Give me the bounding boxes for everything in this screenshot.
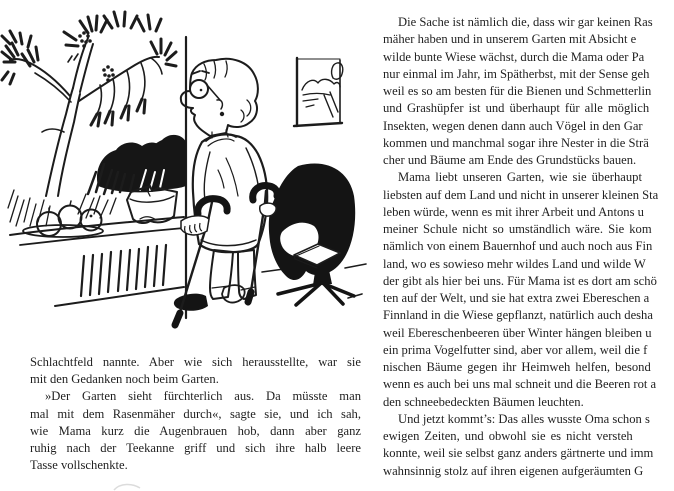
leaves bbox=[2, 12, 176, 126]
glasses bbox=[190, 80, 220, 100]
hair bbox=[204, 61, 251, 122]
text-line: ewigen Zeiten, und obwohl sie es nicht versteh bbox=[383, 429, 633, 443]
text-line: der gibt als hier bei uns. Für Mama ist es dort am schö bbox=[383, 273, 657, 288]
earring bbox=[220, 112, 224, 116]
faint-ornament bbox=[112, 481, 142, 491]
text-line: wilde bunte Wiese wächst, durch die Mama oder Pa bbox=[383, 49, 645, 64]
radiator bbox=[55, 245, 184, 306]
left-page-text bbox=[30, 354, 361, 474]
text-line: und Grashüpfer ist und überhaupt für alle möglich bbox=[383, 101, 650, 116]
text-line: Mama liebt unseren Garten, wie sie überhaupt bbox=[398, 170, 642, 185]
text-line: Schlachtfeld nannte. Aber wie sich herausstellte, war sie bbox=[30, 355, 361, 369]
text-line: nämlich von einem Bauernhof und auch noch aus Fin bbox=[383, 239, 653, 254]
text-line: land, wo es sowieso mehr wildes Land und wilde W bbox=[383, 256, 646, 271]
dark-shrub bbox=[88, 135, 186, 194]
text-line: konnte, weil sie selbst ganz anders gärtnerte und imm bbox=[383, 446, 654, 461]
text-line: meiner Schule nicht so umständlich wäre. Sie kom bbox=[383, 222, 652, 236]
text-line: nur einmal im Jahr, im Spätherbst, mit der Sense geh bbox=[383, 66, 650, 81]
text-line: ein prima Vogelfutter sind, aber vor allem, weil die f bbox=[383, 342, 648, 357]
text-line: Die Sache ist nämlich die, dass wir gar keinen Ras bbox=[398, 15, 653, 29]
head bbox=[181, 59, 258, 136]
text-line: kommen und manchmal sogar ihre Nester in die Strä bbox=[383, 135, 649, 150]
text-line: mit den Gedanken noch beim Garten. bbox=[30, 372, 219, 387]
text-line: cher und Bäume am Ende des Grundstücks bauen. bbox=[383, 153, 637, 167]
text-line: leben würde, wenn es mit ihrer Arbeit und Antons u bbox=[383, 204, 644, 219]
right-shoe bbox=[222, 285, 245, 302]
text-line: ten auf der Welt, und sie hat extra zwei Ebereschen a bbox=[383, 291, 650, 305]
text-line: mal mit dem Rasenmäher durch«, sagte sie, und ich sah, bbox=[30, 406, 361, 421]
text-line: Insekten, wegen denen dann auch Vögel in den Gar bbox=[383, 118, 643, 133]
illustration bbox=[0, 0, 372, 348]
text-line: ruhig nach der Teekanne griff und sich ihre halb leere bbox=[30, 441, 361, 456]
text-line: liebsten auf dem Land und nicht in unserer kleinen Sta bbox=[383, 187, 659, 202]
text-line: wenn es auch bei uns mal schneit und die Beeren rot a bbox=[383, 377, 657, 392]
text-line: weil es so am besten für die Bienen und Schmetterlin bbox=[383, 84, 652, 98]
text-line: weil Ebereschenbeeren über Winter hängen bleiben u bbox=[383, 325, 652, 340]
crutch-tip bbox=[248, 292, 251, 302]
right-hand bbox=[260, 203, 276, 216]
picture-frame bbox=[294, 58, 343, 126]
left-shoe bbox=[174, 294, 208, 311]
text-line: wahnsinnig stolz auf ihren eigenen aufgeräumten G bbox=[383, 463, 644, 478]
text-line: Tasse vollschenkte. bbox=[30, 458, 128, 473]
windowsill bbox=[10, 217, 184, 245]
right-page-text bbox=[383, 14, 674, 484]
chair-star-base bbox=[278, 283, 354, 305]
text-line: wie Mama kurz die Augenbrauen hob, dann aber ganz bbox=[30, 423, 361, 438]
ear bbox=[217, 100, 222, 109]
text-line: »Der Garten sieht fürchterlich aus. Da müsste man bbox=[45, 389, 361, 404]
text-line: mäher haben und in unserem Garten mit Absicht e bbox=[383, 32, 637, 47]
text-line: Und jetzt kommt’s: Das alles wusste Oma schon s bbox=[398, 411, 650, 426]
text-line: den schneebedeckten Bäumen leuchten. bbox=[383, 394, 584, 409]
crutch-tip bbox=[175, 313, 180, 325]
text-line: Finnland in die Wiese gepflanzt, natürlich auch desha bbox=[383, 308, 653, 323]
egg-chair bbox=[269, 164, 355, 305]
text-line: nischen Bäume gegen ihr Heimweh helfen, besond bbox=[383, 360, 651, 374]
